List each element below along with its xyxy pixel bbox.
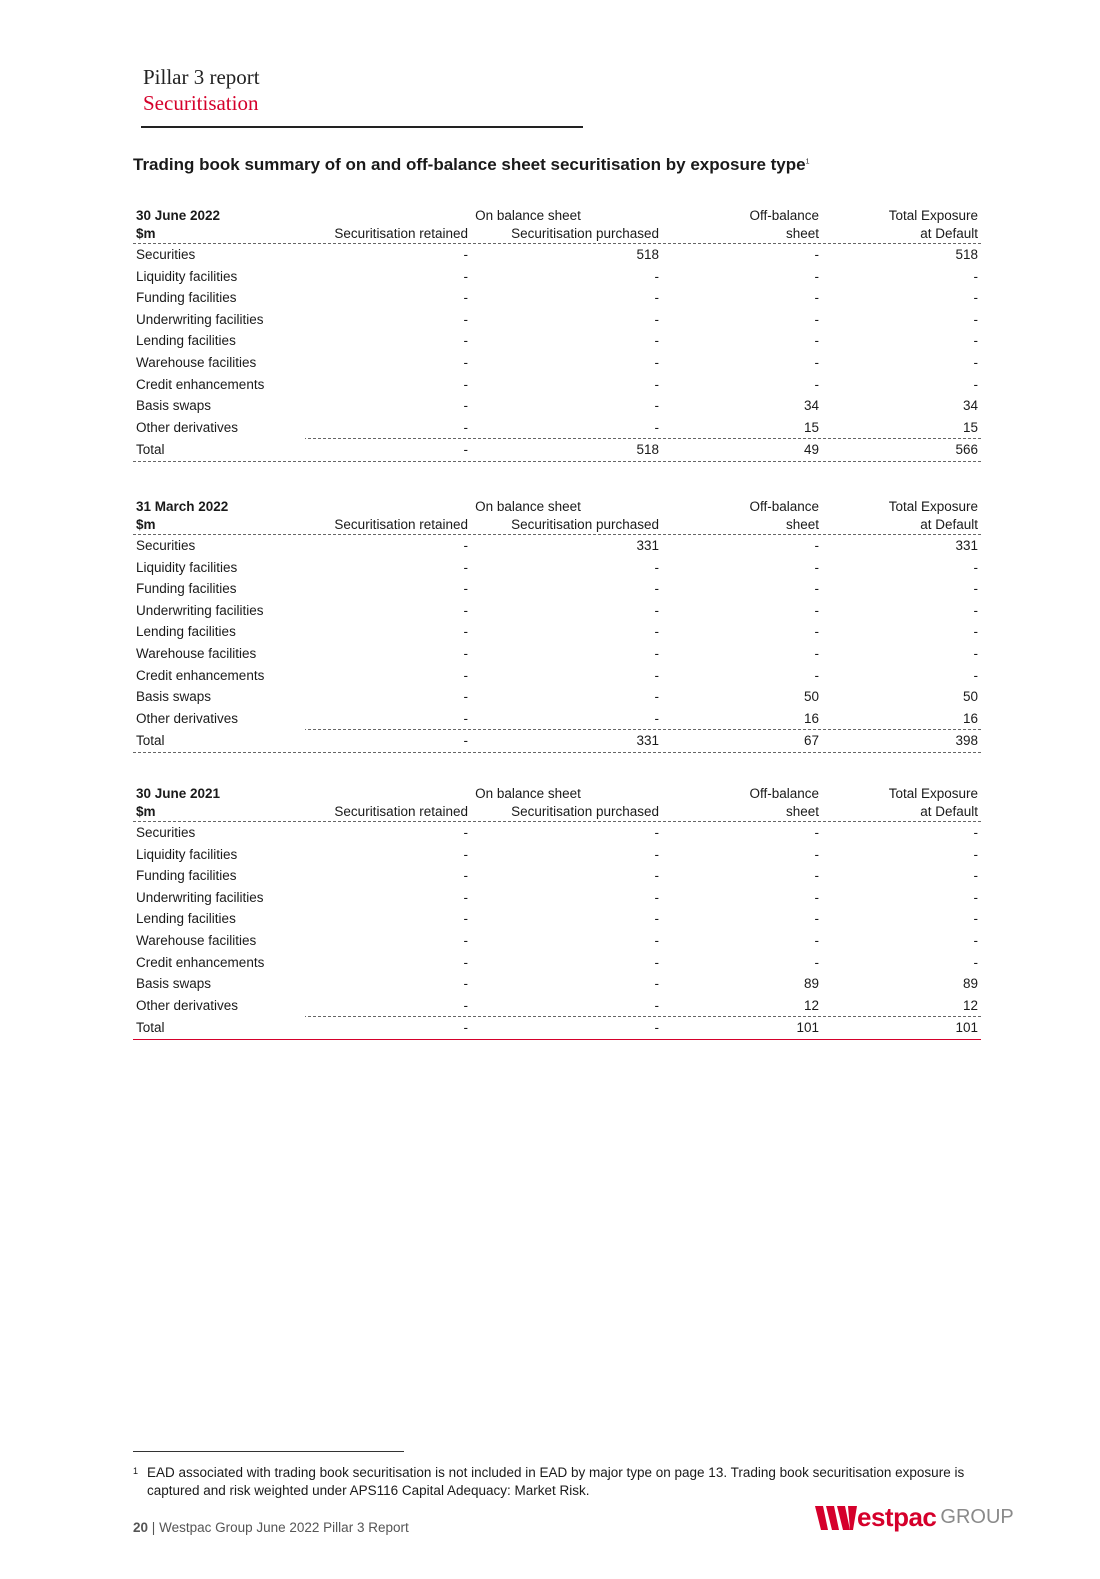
row-label: Other derivatives — [136, 419, 239, 435]
table-row — [133, 822, 981, 844]
retained-cell: - — [463, 581, 468, 597]
purchased-cell: - — [654, 911, 659, 927]
off-balance-cell: - — [814, 247, 819, 262]
off-balance-cell: 12 — [803, 997, 819, 1013]
row-label: Lending facilities — [136, 333, 236, 349]
table-row — [133, 887, 981, 909]
retained-cell: - — [463, 733, 468, 749]
purchased-cell: - — [654, 689, 659, 705]
westpac-w-icon — [815, 1506, 857, 1530]
table-row — [133, 352, 981, 374]
exposure-table — [133, 783, 981, 1040]
retained-cell: - — [463, 419, 468, 435]
total-exposure-cell: - — [973, 889, 978, 905]
retained-header: Securitisation retained — [334, 226, 468, 241]
table-row — [133, 621, 981, 643]
off-balance-cell: - — [814, 645, 819, 661]
retained-cell: - — [463, 376, 468, 392]
purchased-cell: 518 — [636, 247, 659, 262]
off-balance-cell: - — [814, 932, 819, 948]
purchased-cell: - — [654, 311, 659, 327]
exposure-table — [133, 496, 981, 753]
table-row — [133, 578, 981, 600]
off-balance-cell: 49 — [803, 442, 819, 458]
total-exposure-cell: 566 — [955, 442, 978, 458]
exposure-table — [133, 205, 981, 462]
retained-cell: - — [463, 667, 468, 683]
retained-cell: - — [463, 710, 468, 726]
purchased-header: Securitisation purchased — [511, 517, 659, 532]
off-balance-cell: 89 — [803, 976, 819, 992]
row-label: Liquidity facilities — [136, 268, 238, 284]
table-row — [133, 330, 981, 352]
table-header — [133, 205, 981, 244]
purchased-cell: - — [654, 419, 659, 435]
table-unit: $m — [136, 517, 156, 532]
total-exposure-cell: 518 — [955, 247, 978, 262]
section-title: Securitisation — [143, 91, 259, 115]
off-balance-header: Off-balance — [749, 499, 819, 514]
purchased-cell: - — [654, 581, 659, 597]
total-exposure-cell: 89 — [962, 976, 978, 992]
total-exposure-cell: - — [973, 825, 978, 840]
footnote — [133, 1464, 988, 1500]
retained-cell: - — [463, 825, 468, 840]
retained-cell: - — [463, 559, 468, 575]
off-balance-cell: - — [814, 846, 819, 862]
off-balance-cell: - — [814, 311, 819, 327]
total-exposure-header: Total Exposure — [888, 499, 978, 514]
row-label: Basis swaps — [136, 976, 212, 992]
table-row — [133, 643, 981, 665]
row-label: Other derivatives — [136, 710, 239, 726]
table-row — [133, 557, 981, 579]
total-exposure-cell: - — [973, 290, 978, 306]
total-exposure-cell: - — [973, 868, 978, 884]
total-exposure-header-sub: at Default — [920, 517, 978, 532]
total-exposure-cell: - — [973, 311, 978, 327]
footnote-text: EAD associated with trading book securitisation is not included in EAD by major type on page 13. Trading book securitisation exposure is captured and risk weighted under APS116 Capital Adequacy: Market Risk. — [147, 1465, 965, 1498]
row-label: Warehouse facilities — [136, 932, 257, 948]
table-row — [133, 287, 981, 309]
total-exposure-cell: - — [973, 624, 978, 640]
row-label: Credit enhancements — [136, 954, 265, 970]
footnote-divider — [133, 1451, 404, 1452]
table-header — [133, 496, 981, 535]
row-label: Underwriting facilities — [136, 311, 264, 327]
total-exposure-cell: 34 — [962, 398, 978, 414]
off-balance-header: Off-balance — [749, 786, 819, 801]
row-label: Funding facilities — [136, 581, 237, 597]
table-period: 30 June 2021 — [136, 786, 221, 801]
off-balance-cell: - — [814, 290, 819, 306]
row-label: Credit enhancements — [136, 376, 265, 392]
retained-cell: - — [463, 689, 468, 705]
purchased-cell: - — [654, 997, 659, 1013]
retained-cell: - — [463, 311, 468, 327]
purchased-cell: - — [654, 354, 659, 370]
purchased-cell: - — [654, 868, 659, 884]
purchased-cell: - — [654, 976, 659, 992]
table-row — [133, 995, 981, 1018]
table-row — [133, 309, 981, 331]
footer-separator: | — [151, 1520, 156, 1535]
total-exposure-cell: 50 — [962, 689, 978, 705]
off-balance-cell: - — [814, 911, 819, 927]
purchased-cell: - — [654, 954, 659, 970]
footer-text: Westpac Group June 2022 Pillar 3 Report — [159, 1520, 409, 1535]
row-label: Securities — [136, 538, 196, 553]
row-label: Lending facilities — [136, 624, 236, 640]
total-exposure-cell: - — [973, 333, 978, 349]
off-balance-header-sub: sheet — [785, 804, 819, 819]
retained-cell: - — [463, 247, 468, 262]
total-exposure-cell: - — [973, 268, 978, 284]
total-exposure-header-sub: at Default — [920, 226, 978, 241]
purchased-cell: - — [654, 710, 659, 726]
table-row — [133, 865, 981, 887]
row-label: Liquidity facilities — [136, 846, 238, 862]
row-label: Securities — [136, 247, 196, 262]
total-exposure-cell: - — [973, 911, 978, 927]
table-row — [133, 244, 981, 266]
total-exposure-cell: - — [973, 354, 978, 370]
header-divider — [141, 126, 583, 128]
table-period: 30 June 2022 — [136, 208, 221, 223]
off-balance-cell: 50 — [803, 689, 819, 705]
off-balance-cell: 34 — [803, 398, 819, 414]
purchased-cell: - — [654, 333, 659, 349]
off-balance-cell: - — [814, 667, 819, 683]
table-row — [133, 908, 981, 930]
row-label: Funding facilities — [136, 290, 237, 306]
retained-cell: - — [463, 1020, 468, 1036]
table-row — [133, 266, 981, 288]
total-exposure-cell: - — [973, 645, 978, 661]
table-row — [133, 844, 981, 866]
retained-cell: - — [463, 889, 468, 905]
row-label: Basis swaps — [136, 398, 212, 414]
retained-cell: - — [463, 602, 468, 618]
purchased-cell: - — [654, 398, 659, 414]
total-exposure-cell: - — [973, 602, 978, 618]
table-header — [133, 783, 981, 822]
retained-header: Securitisation retained — [334, 804, 468, 819]
purchased-cell: - — [654, 268, 659, 284]
total-exposure-cell: - — [973, 954, 978, 970]
total-exposure-cell: - — [973, 581, 978, 597]
row-label: Lending facilities — [136, 911, 236, 927]
purchased-cell: - — [654, 825, 659, 840]
total-exposure-cell: - — [973, 846, 978, 862]
purchased-cell: - — [654, 645, 659, 661]
off-balance-cell: - — [814, 268, 819, 284]
retained-cell: - — [463, 333, 468, 349]
report-header — [143, 64, 260, 116]
total-row — [133, 1017, 981, 1040]
table-unit: $m — [136, 226, 156, 241]
purchased-cell: - — [654, 559, 659, 575]
purchased-cell: - — [654, 846, 659, 862]
row-label: Warehouse facilities — [136, 354, 257, 370]
purchased-cell: - — [654, 932, 659, 948]
retained-cell: - — [463, 268, 468, 284]
table-row — [133, 600, 981, 622]
purchased-cell: - — [654, 1020, 659, 1036]
table-row — [133, 708, 981, 731]
retained-header: Securitisation retained — [334, 517, 468, 532]
total-exposure-cell: 101 — [955, 1020, 978, 1036]
page-title — [133, 155, 810, 175]
page-number: 20 — [133, 1520, 149, 1535]
table-row — [133, 930, 981, 952]
row-label: Total — [136, 1020, 165, 1036]
off-balance-header: Off-balance — [749, 208, 819, 223]
table-row — [133, 374, 981, 396]
table-row — [133, 417, 981, 440]
purchased-cell: 518 — [636, 442, 659, 458]
off-balance-cell: 67 — [803, 733, 819, 749]
on-balance-header: On balance sheet — [475, 786, 581, 801]
retained-cell: - — [463, 624, 468, 640]
retained-cell: - — [463, 997, 468, 1013]
table-row — [133, 665, 981, 687]
on-balance-header: On balance sheet — [475, 208, 581, 223]
off-balance-cell: - — [814, 538, 819, 553]
on-balance-header: On balance sheet — [475, 499, 581, 514]
total-row — [133, 439, 981, 462]
purchased-cell: - — [654, 376, 659, 392]
row-label: Other derivatives — [136, 997, 239, 1013]
row-label: Securities — [136, 825, 196, 840]
row-label: Liquidity facilities — [136, 559, 238, 575]
off-balance-header-sub: sheet — [785, 226, 819, 241]
total-exposure-cell: 15 — [962, 419, 978, 435]
retained-cell: - — [463, 954, 468, 970]
table-row — [133, 973, 981, 995]
retained-cell: - — [463, 538, 468, 553]
off-balance-cell: 15 — [803, 419, 819, 435]
row-label: Warehouse facilities — [136, 645, 257, 661]
report-title: Pillar 3 report — [143, 65, 260, 89]
off-balance-header-sub: sheet — [785, 517, 819, 532]
off-balance-cell: - — [814, 559, 819, 575]
retained-cell: - — [463, 868, 468, 884]
off-balance-cell: - — [814, 333, 819, 349]
retained-cell: - — [463, 932, 468, 948]
off-balance-cell: 16 — [803, 710, 819, 726]
off-balance-cell: - — [814, 581, 819, 597]
off-balance-cell: - — [814, 354, 819, 370]
purchased-cell: - — [654, 624, 659, 640]
retained-cell: - — [463, 645, 468, 661]
purchased-cell: - — [654, 602, 659, 618]
page-title-text: Trading book summary of on and off-balance sheet securitisation by exposure type — [133, 155, 806, 174]
off-balance-cell: 101 — [796, 1020, 819, 1036]
purchased-cell: - — [654, 667, 659, 683]
retained-cell: - — [463, 354, 468, 370]
westpac-logo — [815, 1502, 1014, 1536]
retained-cell: - — [463, 911, 468, 927]
off-balance-cell: - — [814, 954, 819, 970]
purchased-cell: 331 — [636, 538, 659, 553]
logo-group: GROUP — [940, 1506, 1014, 1528]
total-exposure-cell: 398 — [955, 733, 978, 749]
row-label: Underwriting facilities — [136, 602, 264, 618]
purchased-cell: - — [654, 290, 659, 306]
retained-cell: - — [463, 846, 468, 862]
total-row — [133, 730, 981, 753]
total-exposure-cell: - — [973, 376, 978, 392]
row-label: Basis swaps — [136, 689, 212, 705]
table-row — [133, 395, 981, 417]
total-exposure-header: Total Exposure — [888, 786, 978, 801]
logo-wordmark: estpac — [857, 1502, 937, 1532]
purchased-header: Securitisation purchased — [511, 804, 659, 819]
retained-cell: - — [463, 976, 468, 992]
row-label: Underwriting facilities — [136, 889, 264, 905]
row-label: Total — [136, 442, 165, 458]
purchased-header: Securitisation purchased — [511, 226, 659, 241]
row-label: Funding facilities — [136, 868, 237, 884]
off-balance-cell: - — [814, 376, 819, 392]
table-row — [133, 686, 981, 708]
purchased-cell: - — [654, 889, 659, 905]
purchased-cell: 331 — [636, 733, 659, 749]
table-period: 31 March 2022 — [136, 499, 229, 514]
table-row — [133, 535, 981, 557]
table-row — [133, 952, 981, 974]
row-label: Total — [136, 733, 165, 749]
total-exposure-cell: 12 — [962, 997, 978, 1013]
total-exposure-cell: - — [973, 559, 978, 575]
off-balance-cell: - — [814, 825, 819, 840]
total-exposure-cell: 331 — [955, 538, 978, 553]
row-label: Credit enhancements — [136, 667, 265, 683]
retained-cell: - — [463, 442, 468, 458]
off-balance-cell: - — [814, 602, 819, 618]
off-balance-cell: - — [814, 868, 819, 884]
page-footer — [133, 1520, 409, 1535]
total-exposure-header-sub: at Default — [920, 804, 978, 819]
total-exposure-cell: 16 — [962, 710, 978, 726]
title-footnote-ref: 1 — [805, 158, 810, 166]
off-balance-cell: - — [814, 624, 819, 640]
total-exposure-cell: - — [973, 932, 978, 948]
total-exposure-header: Total Exposure — [888, 208, 978, 223]
retained-cell: - — [463, 398, 468, 414]
table-unit: $m — [136, 804, 156, 819]
off-balance-cell: - — [814, 889, 819, 905]
footnote-number: 1 — [133, 1466, 139, 1476]
total-exposure-cell: - — [973, 667, 978, 683]
retained-cell: - — [463, 290, 468, 306]
